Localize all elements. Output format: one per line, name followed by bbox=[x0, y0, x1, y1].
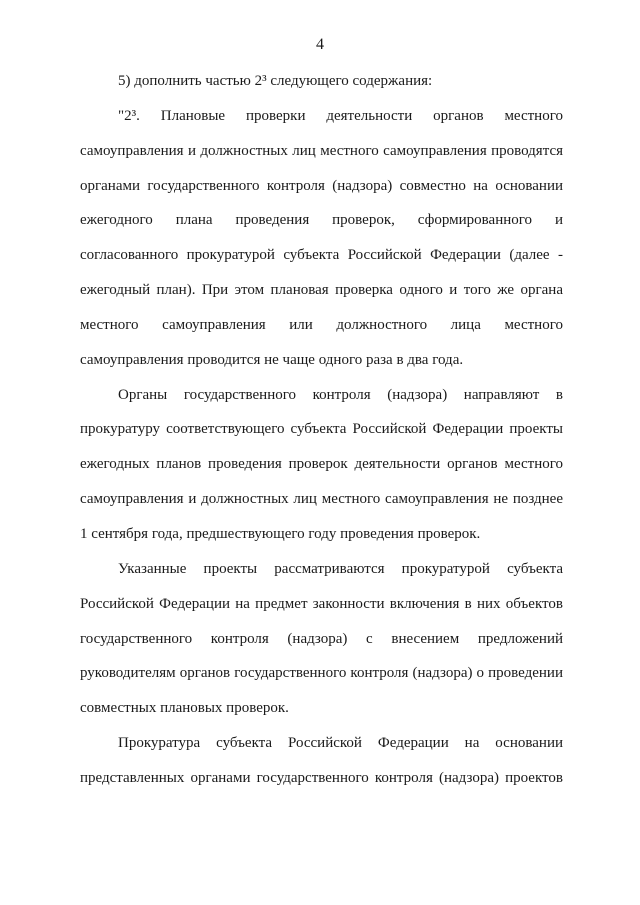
text-line: согласованного прокуратурой субъекта Российской Федерации (далее - bbox=[80, 247, 563, 264]
text-line: самоуправления проводится не чаще одного раза в два года. bbox=[80, 351, 464, 368]
text-line: самоуправления и должностных лиц местного самоуправления не позднее bbox=[80, 491, 563, 508]
document-body bbox=[80, 64, 563, 796]
text-line: 5) дополнить частью 2³ следующего содержания: bbox=[118, 73, 433, 89]
text-line: Прокуратура субъекта Российской Федерации на основании bbox=[118, 735, 563, 752]
text-line: органами государственного контроля (надзора) совместно на основании bbox=[80, 177, 563, 194]
text-line: Указанные проекты рассматриваются прокуратурой субъекта bbox=[118, 560, 563, 577]
text-line: ежегодного плана проведения проверок, сформированного и bbox=[80, 212, 563, 229]
text-line: прокуратуру соответствующего субъекта Российской Федерации проекты bbox=[80, 421, 563, 438]
paragraph-draft-review bbox=[80, 552, 563, 726]
paragraph-planned-inspections bbox=[80, 99, 563, 378]
text-line: 1 сентября года, предшествующего году проведения проверок. bbox=[80, 525, 481, 542]
text-line: ежегодный план). При этом плановая проверка одного и того же органа bbox=[80, 282, 563, 299]
page-number: 4 bbox=[316, 36, 324, 53]
text-line: местного самоуправления или должностного лица местного bbox=[80, 316, 563, 333]
text-line: Органы государственного контроля (надзора) направляют в bbox=[118, 386, 563, 403]
text-line: ежегодных планов проведения проверок деятельности органов местного bbox=[80, 456, 563, 473]
text-line: Российской Федерации на предмет законности включения в них объектов bbox=[80, 595, 563, 612]
paragraph-prosecutor-office bbox=[80, 726, 563, 796]
paragraph-control-bodies bbox=[80, 378, 563, 552]
text-line: самоуправления и должностных лиц местного самоуправления проводятся bbox=[80, 142, 563, 159]
text-line: "2³. Плановые проверки деятельности органов местного bbox=[118, 107, 563, 124]
text-line: совместных плановых проверок. bbox=[80, 700, 289, 717]
text-line: руководителям органов государственного контроля (надзора) о проведении bbox=[80, 665, 563, 682]
text-line: представленных органами государственного контроля (надзора) проектов bbox=[80, 769, 563, 786]
paragraph-amendment-intro bbox=[80, 64, 563, 99]
text-line: государственного контроля (надзора) с внесением предложений bbox=[80, 630, 563, 647]
